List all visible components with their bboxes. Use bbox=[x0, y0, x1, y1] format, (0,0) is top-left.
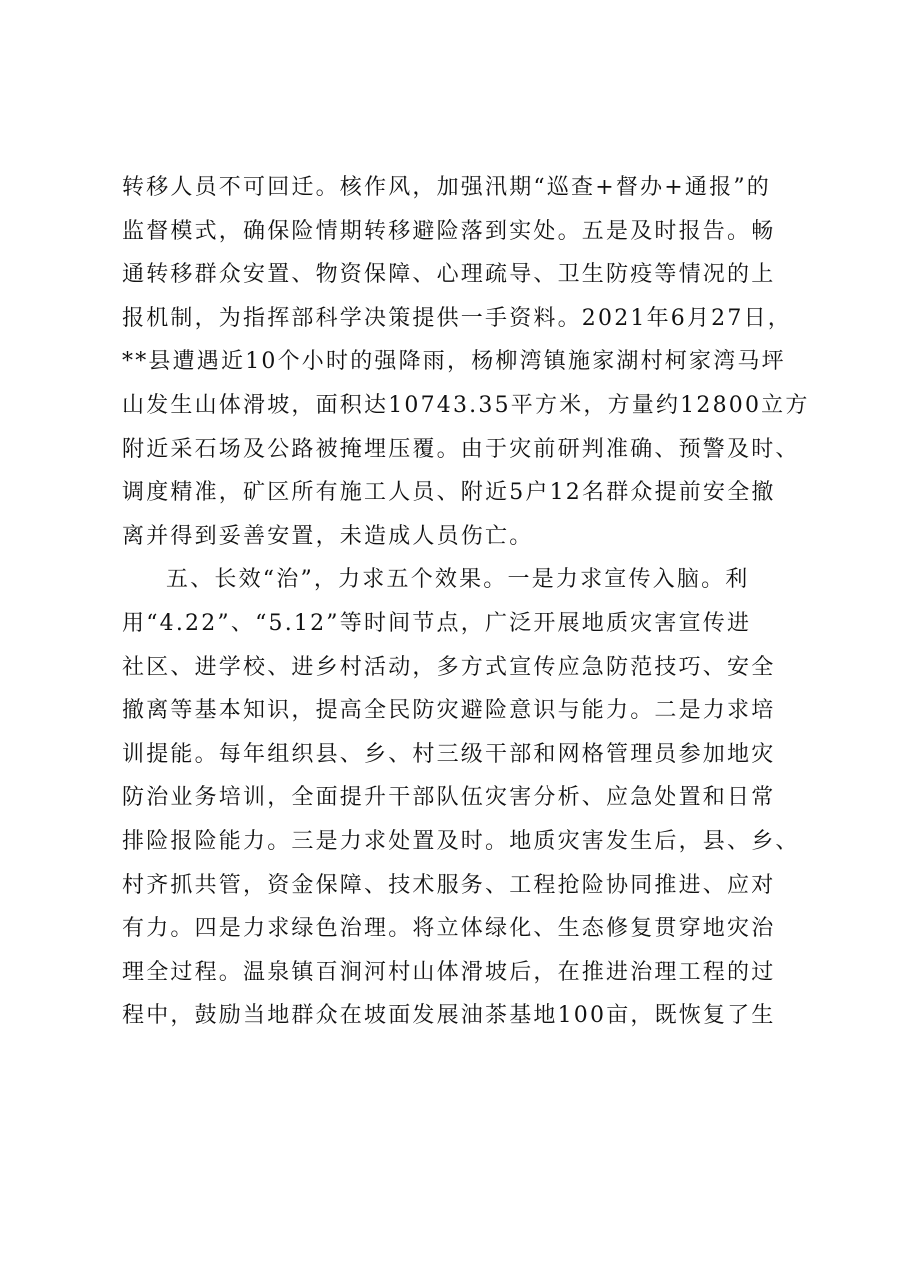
text-line: 监督模式，确保险情期转移避险落到实处。五是及时报告。畅 bbox=[122, 218, 776, 244]
paragraph-start-line: 五、长效“治”，力求五个效果。一是力求宣传入脑。利 bbox=[166, 567, 750, 593]
text-line: 调度精准，矿区所有施工人员、附近5户12名群众提前安全撤 bbox=[122, 480, 776, 506]
text-line: 转移人员不可回迁。核作风，加强汛期“巡查+督办+通报”的 bbox=[122, 175, 771, 200]
text-line: 防治业务培训，全面提升干部队伍灾害分析、应急处置和日常 bbox=[122, 785, 776, 811]
text-line: 撤离等基本知识，提高全民防灾避险意识与能力。二是力求培 bbox=[122, 698, 776, 724]
text-line: 通转移群众安置、物资保障、心理疏导、卫生防疫等情况的上 bbox=[122, 262, 776, 288]
text-line: 社区、进学校、进乡村活动，多方式宣传应急防范技巧、安全 bbox=[122, 654, 776, 680]
text-line: 有力。四是力求绿色治理。将立体绿化、生态修复贯穿地灾治 bbox=[122, 916, 776, 942]
text-line: **县遭遇近10个小时的强降雨，杨柳湾镇施家湖村柯家湾马坪 bbox=[122, 349, 786, 375]
text-line: 离并得到妥善安置，未造成人员伤亡。 bbox=[122, 523, 534, 549]
text-line: 程中，鼓励当地群众在坡面发展油茶基地100亩，既恢复了生 bbox=[122, 1003, 776, 1029]
body-text bbox=[122, 166, 822, 1038]
text-line: 用“4.22”、“5.12”等时间节点，广泛开展地质灾害宣传进 bbox=[122, 610, 752, 636]
text-line: 山发生山体滑坡，面积达10743.35平方米，方量约12800立方 bbox=[122, 392, 810, 418]
text-line: 理全过程。温泉镇百涧河村山体滑坡后，在推进治理工程的过 bbox=[122, 959, 776, 985]
text-line: 村齐抓共管，资金保障、技术服务、工程抢险协同推进、应对 bbox=[122, 872, 776, 898]
text-line: 排险报险能力。三是力求处置及时。地质灾害发生后，县、乡、 bbox=[122, 828, 800, 854]
text-line: 报机制，为指挥部科学决策提供一手资料。2021年6月27日， bbox=[122, 305, 792, 331]
text-line: 训提能。每年组织县、乡、村三级干部和网格管理员参加地灾 bbox=[122, 741, 776, 767]
text-line: 附近采石场及公路被掩埋压覆。由于灾前研判准确、预警及时、 bbox=[122, 436, 800, 462]
